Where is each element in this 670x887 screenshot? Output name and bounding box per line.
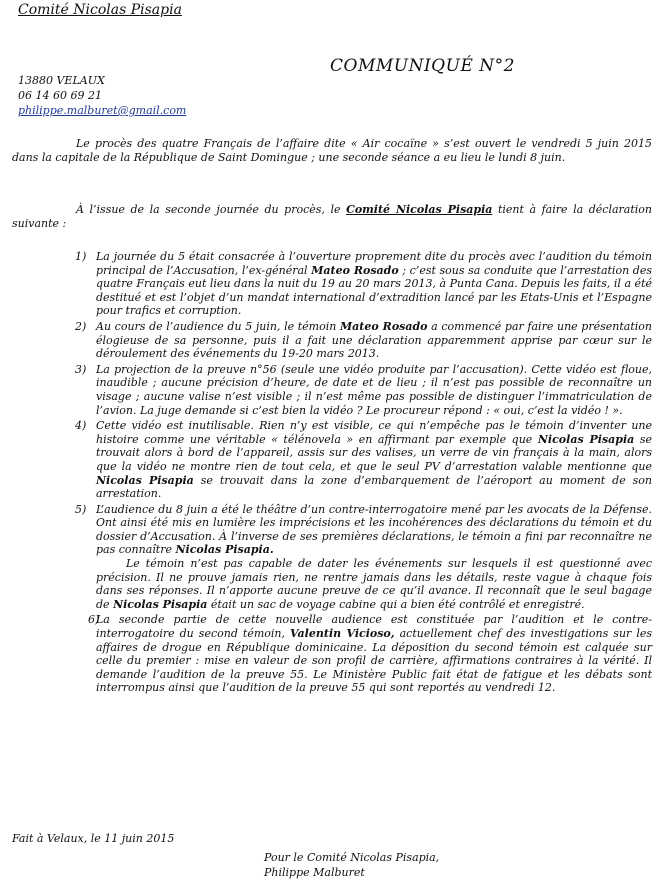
item-text: actuellement chef des investigations sur les affaires de drogue en République dominicaine. La déposition du second témoin est calquée sur celle du premier : mise en valeur de son profil de carrière, affirmations contraires à la vérité. Il demande l’audition de la preuve 55. Le Ministère Public fait état de fatigue et les débats sont interrompus ainsi que l’audition de la preuve 55 qui sont reportés au vendredi 12.: [96, 627, 653, 695]
person-name: Mateo Rosado: [339, 319, 428, 333]
intro-paragraph: Le procès des quatre Français de l’affaire dite « Air cocaïne » s’est ouvert le vendredi 5 juin 2015 dans la capitale de la République de Saint Domingue ; une seconde séance a eu lieu le lundi 8 juin.: [12, 137, 652, 164]
person-name: Nicolas Pisapia: [113, 597, 208, 611]
item-text: La seconde partie de cette nouvelle audience est constituée par l’audition et le contre-interrogatoire du second témoin,: [96, 613, 652, 641]
statement-list: [0, 250, 652, 697]
page-title: COMMUNIQUÉ N°2: [330, 56, 515, 76]
signature-line: Pour le Comité Nicolas Pisapia,: [264, 851, 440, 864]
item-number: 4): [75, 419, 87, 433]
item-number: 5): [75, 502, 87, 516]
phone-number: 06 14 60 69 21: [18, 89, 102, 102]
committee-name-inline: Comité Nicolas Pisapia: [346, 203, 493, 216]
person-name: Nicolas Pisapia.: [175, 543, 274, 557]
item-text: Au cours de l’audience du 5 juin, le témoin: [96, 319, 340, 333]
list-item-1: [0, 250, 652, 318]
item-text: a commencé par faire une présentation élogieuse de sa personne, puis il a fait une déclaration apparemment apprise par cœur sur le déroulement des événements du 19-20 mars 2013.: [96, 319, 652, 361]
signatory-name: Philippe Malburet: [264, 866, 365, 879]
item-text: L’audience du 8 juin a été le théâtre d’un contre-interrogatoire mené par les avocats de la Défense. Ont ainsi été mis en lumière les imprécisions et les incohérences des déclarations du témoin et du dossier d’Accusation. À l’inverse de ses premières déclarations, le témoin a fini par reconnaître ne pas connaître: [96, 502, 652, 557]
item-text: Cette vidéo est inutilisable. Rien n’y est visible, ce qui n’empêche pas le témoin d’inventer une histoire comme une véritable « télénovela » en affirmant par exemple que: [96, 419, 652, 446]
item-text: ; c’est sous sa conduite que l’arrestation des quatre Français eut lieu dans la nuit du 19 au 20 mars 2013, à Punta Cana. Depuis les faits, il a été destitué et est l’objet d’un mandat international d’extradition lancé par les Etats-Unis et l’Espagne pour trafics et corruption.: [96, 263, 652, 318]
item-text: se trouvait dans la zone d’embarquement de l’aéroport au moment de son arrestation.: [96, 473, 652, 501]
list-item-4: [0, 419, 652, 501]
list-item-6: [0, 613, 652, 695]
list-item-2: [0, 320, 652, 361]
person-name: Nicolas Pisapia: [96, 473, 194, 487]
committee-name: Comité Nicolas Pisapia: [18, 2, 182, 18]
item-number: 6): [88, 613, 100, 627]
date-line: Fait à Velaux, le 11 juin 2015: [12, 832, 175, 845]
list-item-3: [0, 363, 652, 417]
item-number: 3): [75, 362, 87, 376]
item-paragraph: [96, 503, 652, 557]
item-text: était un sac de voyage cabine qui a bien été contrôlé et enregistré.: [207, 597, 585, 611]
declaration-before: À l’issue de la seconde journée du procès, le: [76, 203, 347, 216]
declaration-after: tient à faire la déclaration suivante :: [12, 203, 652, 230]
item-number: 1): [75, 250, 87, 263]
address-city: 13880 VELAUX: [18, 74, 105, 87]
item-subparagraph: [96, 557, 652, 611]
declaration-paragraph: [12, 203, 652, 230]
person-name: Mateo Rosado: [311, 263, 399, 277]
item-text: Le témoin n’est pas capable de dater les événements sur lesquels il est questionné avec précision. Il ne prouve jamais rien, ne rentre jamais dans les détails, reste vague à chaque fois dans ses réponses. Il n’apporte aucune preuve de ce qu’il avance. Il reconnaît que le seul bagage de: [96, 557, 652, 611]
list-item-5: [0, 503, 652, 612]
item-number: 2): [75, 319, 87, 333]
item-text: La projection de la preuve n°56 (seule une vidéo produite par l’accusation). Cette vidéo est floue, inaudible ; aucune précision d’heure, de date et de lieu ; il n’est pas possible de reconnaître un visage ; aucune valise n’est visible ; il n’est même pas possible de distinguer l’immatriculation de l’avion. La juge demande si c’est bien la vidéo ? Le procureur répond : « oui, c’est la vidéo ! ».: [96, 362, 652, 417]
person-name: Nicolas Pisapia: [537, 432, 635, 446]
person-name: Valentin Vicioso,: [290, 627, 395, 641]
email-link[interactable]: philippe.malburet@gmail.com: [18, 104, 187, 117]
item-text: se trouvait alors à bord de l’appareil, assis sur des valises, un verre de vin français à la main, alors que la vidéo ne montre rien de tout cela, et que le seul PV d’arrestation valable mentionne que: [96, 432, 652, 473]
item-text: La journée du 5 était consacrée à l’ouverture proprement dite du procès avec l’audition du témoin principal de l’Accusation, l’ex-général: [96, 250, 652, 277]
